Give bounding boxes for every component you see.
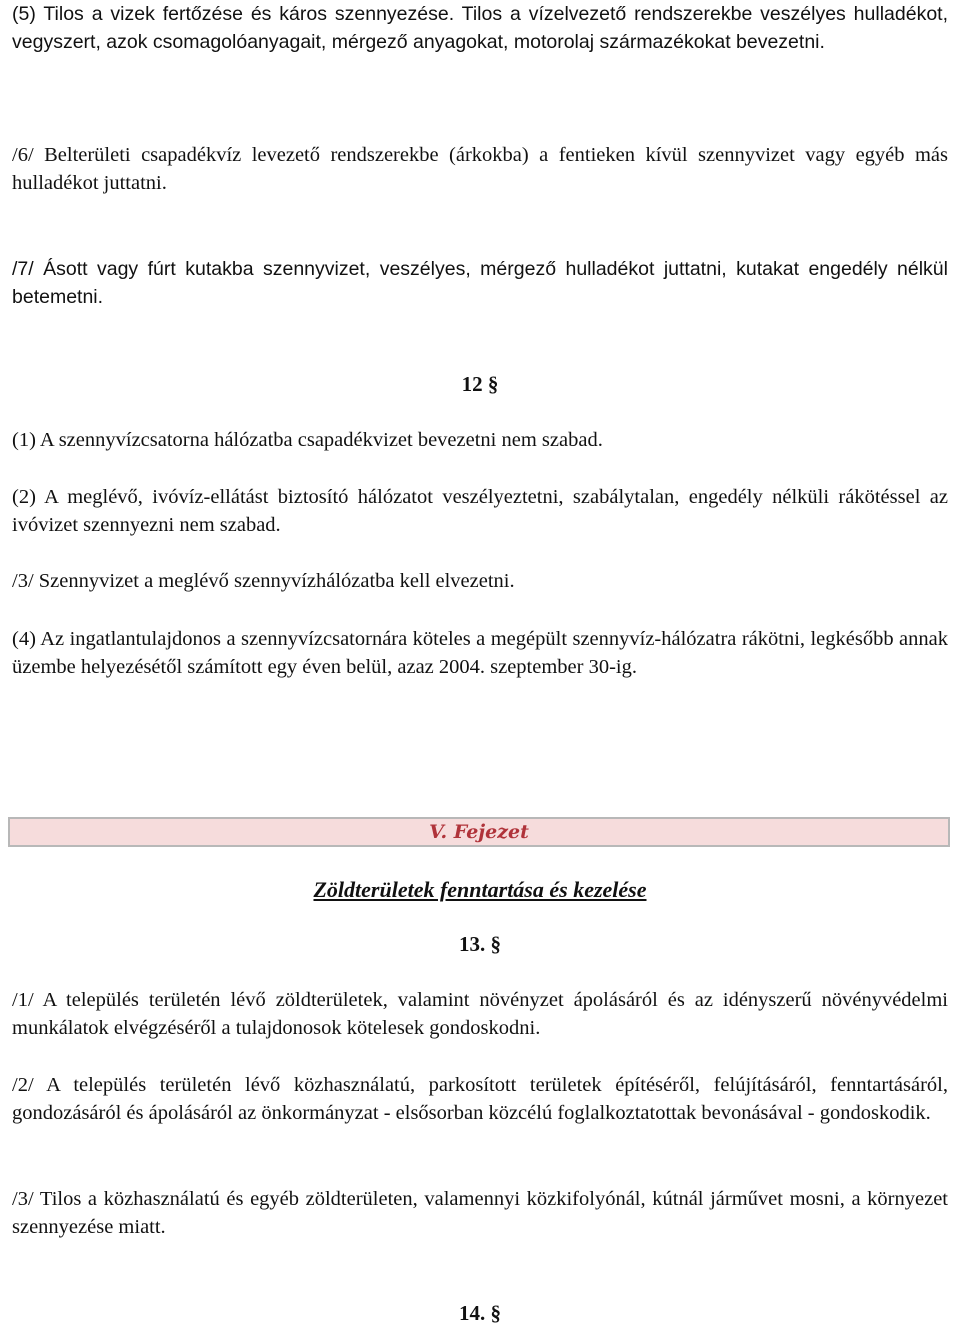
section-13-heading: 13. § bbox=[459, 932, 501, 956]
section-13-paragraph-1: /1/ A település területén lévő zöldterületek, valamint növényzet ápolásáról és az idényszerű növényvédelmi munkálatok elvégzéséről a tulajdonosok kötelesek gondoskodni. bbox=[12, 989, 948, 1039]
chapter-title-bar bbox=[8, 817, 950, 847]
chapter-subtitle: Zöldterületek fenntartása és kezelése bbox=[313, 877, 647, 902]
section-12-heading: 12 § bbox=[461, 372, 499, 396]
section-12-paragraph-3: /3/ Szennyvizet a meglévő szennyvízhálózatba kell elvezetni. bbox=[12, 570, 515, 592]
section-12-paragraph-1: (1) A szennyvízcsatorna hálózatba csapadékvizet bevezetni nem szabad. bbox=[12, 429, 603, 451]
paragraph-6: /6/ Belterületi csapadékvíz levezető rendszerekbe (árkokba) a fentieken kívül szennyvizet vagy egyéb más hulladékot juttatni. bbox=[12, 144, 948, 194]
chapter-title: V. Fejezet bbox=[429, 821, 529, 843]
paragraph-7: /7/ Ásott vagy fúrt kutakba szennyvizet, veszélyes, mérgező hulladékot juttatni, kutakat engedély nélkül betemetni. bbox=[12, 258, 948, 308]
section-12-paragraph-2: (2) A meglévő, ivóvíz-ellátást biztosító hálózatot veszélyeztetni, szabálytalan, engedély nélküli rákötéssel az ivóvizet szennyezni nem szabad. bbox=[12, 486, 948, 536]
section-14-heading: 14. § bbox=[459, 1301, 501, 1325]
paragraph-5: (5) Tilos a vizek fertőzése és káros szennyezése. Tilos a vízelvezető rendszerekbe veszélyes hulladékot, vegyszert, azok csomagolóanyagait, mérgező anyagokat, motorolaj származékokat bevezetni. bbox=[12, 3, 948, 53]
section-13-paragraph-3: /3/ Tilos a közhasználatú és egyéb zöldterületen, valamennyi közkifolyónál, kútnál járművet mosni, a környezet szennyezése miatt. bbox=[12, 1188, 948, 1238]
section-13-paragraph-2: /2/ A település területén lévő közhasználatú, parkosított területek építéséről, felújításáról, fenntartásáról, gondozásáról és ápolásáról az önkormányzat - elsősorban közcélú foglalkoztatottak bevonásával - gondoskodik. bbox=[12, 1074, 948, 1124]
chapter-subtitle-wrap bbox=[0, 875, 960, 908]
section-12-paragraph-4: (4) Az ingatlantulajdonos a szennyvízcsatornára köteles a megépült szennyvíz-hálózatra rákötni, legkésőbb annak üzembe helyezésétől számított egy éven belül, azaz 2004. szeptember 30-ig. bbox=[12, 628, 948, 678]
